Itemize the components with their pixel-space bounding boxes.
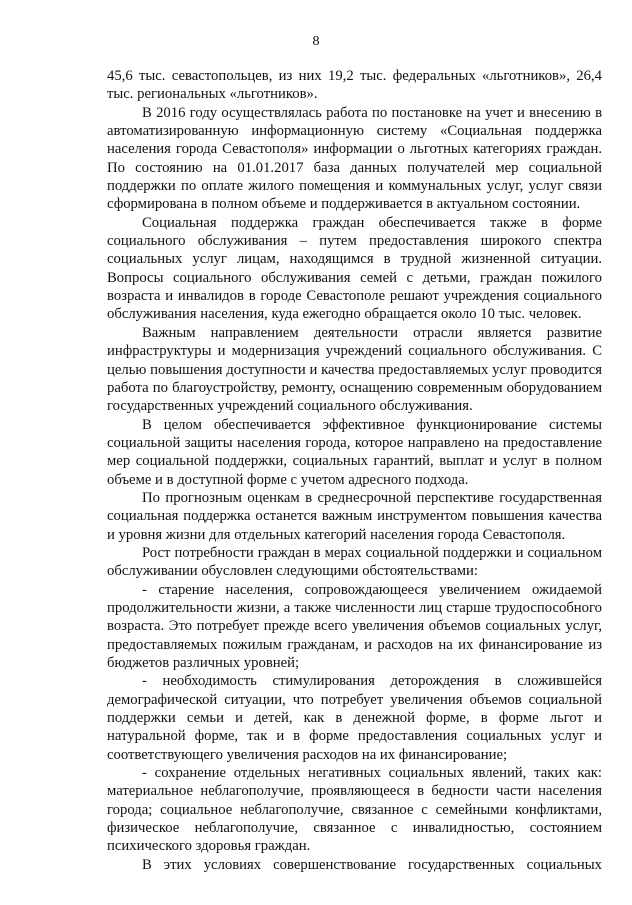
list-item-birthrate: - необходимость стимулирования деторождения в сложившейся демографической ситуации, что потребует увеличения объемов социальной поддержки семьи и детей, как в денежной форме, в форме льгот и натуральной форме, так и в форме предоставления социальных услуг и соответствующего увеличения расходов на их финансирование; <box>107 673 602 763</box>
paragraph-trailing: В этих условиях совершенствование государственных социальных <box>142 856 602 873</box>
page-number: 8 <box>312 34 320 49</box>
list-item-aging: - старение населения, сопровождающееся увеличением ожидаемой продолжительности жизни, а также численности лиц старше трудоспособного возраста. Это потребует прежде всего увеличения объемов социальных услуг, предоставляемых пожилым гражданам, и расходов на их финансирование из бюджетов различных уровней; <box>107 581 602 671</box>
paragraph-social-service: Социальная поддержка граждан обеспечивается также в форме социального обслуживания – путем предоставления широкого спектра социальных услуг лицам, находящимся в трудной жизненной ситуации. Вопросы социального обслуживания семей с детьми, граждан пожилого возраста и инвалидов в городе Севастополе решают учреждения социального обслуживания населения, куда ежегодно обращается около 10 тыс. человек. <box>107 214 602 323</box>
paragraph-continuation: 45,6 тыс. севастопольцев, из них 19,2 тыс. федеральных «льготников», 26,4 тыс. региональных «льготников». <box>107 68 602 103</box>
paragraph-overall-system: В целом обеспечивается эффективное функционирование системы социальной защиты населения города, которое направлено на предоставление мер социальной поддержки, социальных гарантий, выплат и услуг в полном объеме и в доступной форме с учетом адресного подхода. <box>107 416 602 488</box>
paragraph-infrastructure: Важным направлением деятельности отрасли является развитие инфраструктуры и модернизация учреждений социального обслуживания. С целью повышения доступности и качества предоставляемых услуг проводится работа по благоустройству, ремонту, оснащению современным оборудованием государственных учреждений социального обслуживания. <box>107 324 602 415</box>
paragraph-growth-intro: Рост потребности граждан в мерах социальной поддержки и социальном обслуживании обусловлен следующими обстоятельствами: <box>107 544 602 580</box>
list-item-negative-phenomena: - сохранение отдельных негативных социальных явлений, таких как: материальное неблагополучие, проявляющееся в бедности части населения города; социальное неблагополучие, связанное с семейными конфликтами, физическое неблагополучие, связанное с инвалидностью, состоянием психического здоровья граждан. <box>107 765 602 855</box>
document-body <box>107 67 602 874</box>
paragraph-forecast: По прогнозным оценкам в среднесрочной перспективе государственная социальная поддержка останется важным инструментом повышения качества и уровня жизни для отдельных категорий населения города Севастополя. <box>107 489 602 543</box>
paragraph-information-system: В 2016 году осуществлялась работа по постановке на учет и внесению в автоматизированную информационную систему «Социальная поддержка населения города Севастополя» информации о льготных категориях граждан. По состоянию на 01.01.2017 база данных получателей мер социальной поддержки по оплате жилого помещения и коммунальных услуг, услуг связи сформирована в полном объеме и поддерживается в актуальном состоянии. <box>107 104 602 213</box>
